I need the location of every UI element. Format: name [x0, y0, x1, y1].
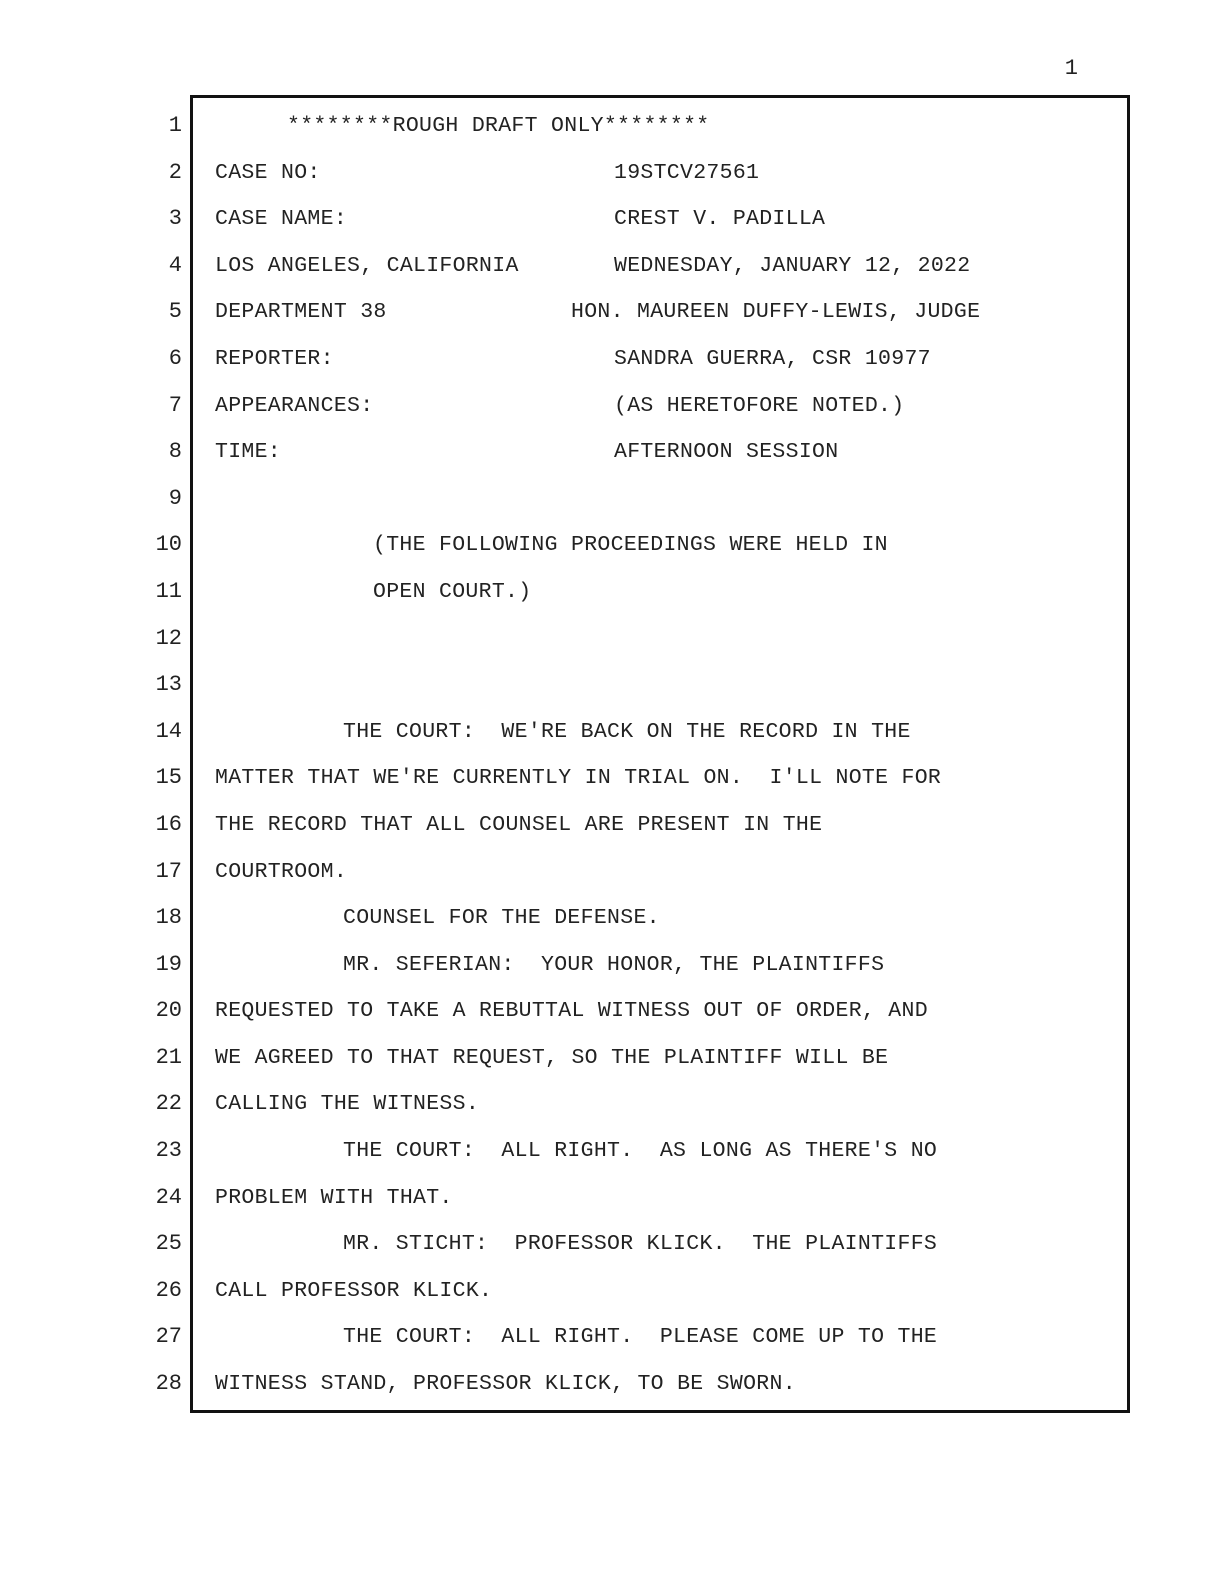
line-number: 11	[155, 578, 182, 604]
transcript-line	[215, 569, 1115, 616]
appearances-label: APPEARANCES:	[215, 393, 374, 418]
reporter-value: SANDRA GUERRA, CSR 10977	[614, 346, 931, 371]
line-number: 4	[168, 252, 182, 278]
proceedings-note: OPEN COURT.)	[373, 579, 532, 604]
line-number: 1	[168, 113, 182, 138]
time-label: TIME:	[215, 440, 282, 465]
line-number: 20	[155, 998, 182, 1024]
transcript-line	[215, 849, 1115, 896]
transcript-line	[215, 802, 1115, 849]
case-name-value: CREST V. PADILLA	[614, 207, 826, 232]
text-line: CALL PROFESSOR KLICK.	[215, 1278, 493, 1303]
judge-name: HON. MAUREEN DUFFY-LEWIS, JUDGE	[571, 300, 981, 325]
transcript-line	[215, 103, 1115, 150]
transcript-line	[215, 988, 1115, 1035]
case-no-value: 19STCV27561	[614, 160, 760, 185]
hearing-date: WEDNESDAY, JANUARY 12, 2022	[614, 253, 971, 278]
line-number: 10	[155, 532, 182, 558]
transcript-line	[215, 336, 1115, 383]
speaker-line: THE COURT: ALL RIGHT. AS LONG AS THERE'S NO	[343, 1139, 938, 1164]
speaker-line: MR. SEFERIAN: YOUR HONOR, THE PLAINTIFFS	[343, 952, 885, 977]
transcript-line	[215, 1221, 1115, 1268]
text-line: CALLING THE WITNESS.	[215, 1092, 480, 1117]
text-line: REQUESTED TO TAKE A REBUTTAL WITNESS OUT OF ORDER, AND	[215, 999, 928, 1024]
case-name-label: CASE NAME:	[215, 207, 348, 232]
text-line: PROBLEM WITH THAT.	[215, 1185, 453, 1210]
line-number: 17	[155, 858, 182, 884]
transcript-line	[215, 383, 1115, 430]
transcript-line-blank	[215, 662, 1115, 709]
text-line: COURTROOM.	[215, 859, 348, 884]
line-number: 8	[168, 439, 182, 465]
text-line: WITNESS STAND, PROFESSOR KLICK, TO BE SWORN.	[215, 1372, 796, 1397]
line-number: 25	[155, 1231, 182, 1257]
proceedings-note: (THE FOLLOWING PROCEEDINGS WERE HELD IN	[373, 533, 888, 558]
department: DEPARTMENT 38	[215, 300, 387, 325]
transcript-line	[215, 755, 1115, 802]
line-number: 15	[155, 765, 182, 791]
transcript-line	[215, 895, 1115, 942]
line-number: 12	[155, 625, 182, 651]
transcript-line-blank	[215, 616, 1115, 663]
transcript-line	[215, 289, 1115, 336]
line-number: 22	[155, 1091, 182, 1117]
speaker-line: MR. STICHT: PROFESSOR KLICK. THE PLAINTIFFS	[343, 1232, 938, 1257]
text-line: MATTER THAT WE'RE CURRENTLY IN TRIAL ON. I'LL NOTE FOR	[215, 766, 942, 791]
reporter-label: REPORTER:	[215, 346, 334, 371]
line-number: 7	[168, 392, 182, 418]
transcript-line	[215, 196, 1115, 243]
line-number: 23	[155, 1138, 182, 1164]
line-number: 18	[155, 905, 182, 931]
speaker-line: THE COURT: WE'RE BACK ON THE RECORD IN THE	[343, 719, 911, 744]
transcript-line	[215, 1268, 1115, 1315]
time-value: AFTERNOON SESSION	[614, 440, 839, 465]
text-line: COUNSEL FOR THE DEFENSE.	[343, 906, 660, 931]
line-number-column	[140, 103, 182, 1408]
appearances-value: (AS HERETOFORE NOTED.)	[614, 393, 905, 418]
line-number: 19	[155, 951, 182, 977]
rough-draft-title: ********ROUGH DRAFT ONLY********	[287, 114, 710, 138]
transcript-line-blank	[215, 476, 1115, 523]
page-number: 1	[1064, 56, 1078, 81]
line-number: 27	[155, 1324, 182, 1350]
line-number: 9	[168, 485, 182, 511]
line-number: 16	[155, 811, 182, 837]
transcript-body	[215, 103, 1115, 1408]
line-number: 6	[168, 345, 182, 371]
transcript-line	[215, 709, 1115, 756]
transcript-line	[215, 522, 1115, 569]
line-number: 14	[155, 718, 182, 744]
transcript-line	[215, 1035, 1115, 1082]
line-number: 21	[155, 1044, 182, 1070]
transcript-line	[215, 1361, 1115, 1408]
line-number: 13	[155, 672, 182, 698]
line-number: 26	[155, 1277, 182, 1303]
transcript-line	[215, 942, 1115, 989]
line-number: 2	[168, 159, 182, 185]
transcript-line	[215, 1081, 1115, 1128]
transcript-line	[215, 429, 1115, 476]
line-number: 24	[155, 1184, 182, 1210]
location: LOS ANGELES, CALIFORNIA	[215, 253, 519, 278]
case-no-label: CASE NO:	[215, 160, 321, 185]
transcript-line	[215, 243, 1115, 290]
speaker-line: THE COURT: ALL RIGHT. PLEASE COME UP TO THE	[343, 1325, 938, 1350]
text-line: THE RECORD THAT ALL COUNSEL ARE PRESENT IN THE	[215, 812, 823, 837]
transcript-line	[215, 150, 1115, 197]
line-number: 5	[168, 299, 182, 325]
line-number: 3	[168, 206, 182, 232]
line-number: 28	[155, 1371, 182, 1397]
text-line: WE AGREED TO THAT REQUEST, SO THE PLAINTIFF WILL BE	[215, 1045, 889, 1070]
transcript-line	[215, 1314, 1115, 1361]
transcript-line	[215, 1128, 1115, 1175]
transcript-line	[215, 1175, 1115, 1222]
